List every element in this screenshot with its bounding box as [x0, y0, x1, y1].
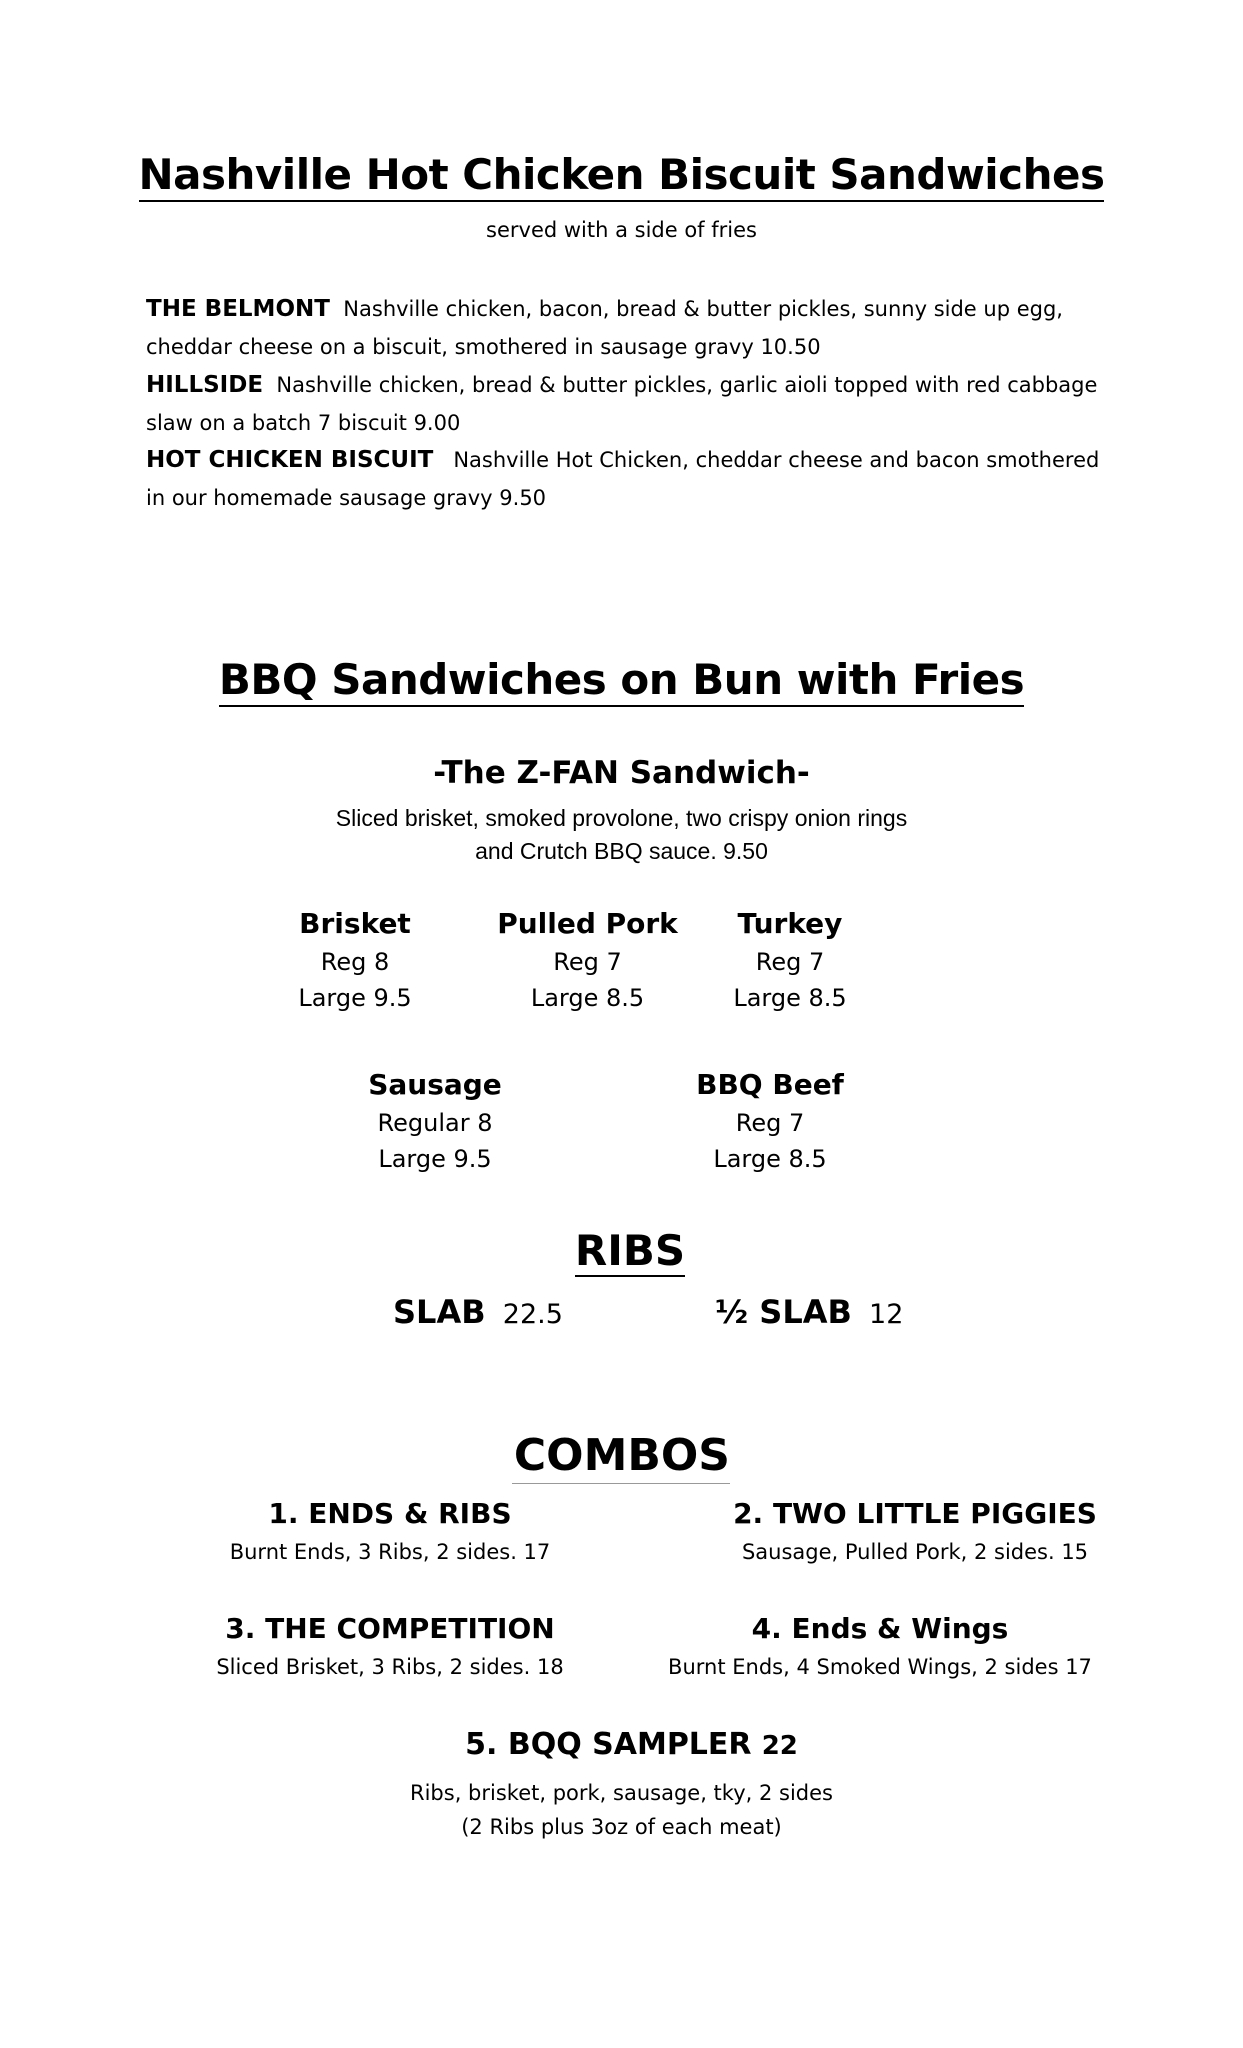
zfan-desc-line1: Sliced brisket, smoked provolone, two crispy onion rings [335, 805, 908, 831]
half-slab-price: 12 [869, 1299, 904, 1330]
meat-large: Large 9.5 [298, 984, 412, 1012]
meat-reg: Reg 7 [735, 1109, 805, 1137]
meat-large: Large 8.5 [530, 984, 645, 1012]
slab-label: SLAB [393, 1293, 486, 1331]
combo-title: 2. TWO LITTLE PIGGIES [733, 1497, 1097, 1530]
sampler-desc-line2: (2 Ribs plus 3oz of each meat) [461, 1815, 782, 1839]
combo-4 [660, 1612, 1100, 1679]
combo-desc: Burnt Ends, 3 Ribs, 2 sides. 17 [229, 1540, 551, 1564]
meat-reg: Regular 8 [377, 1109, 493, 1137]
combo-desc: Burnt Ends, 4 Smoked Wings, 2 sides 17 [668, 1655, 1092, 1679]
menu-item-belmont [146, 290, 1106, 366]
meat-large: Large 8.5 [713, 1145, 827, 1173]
hot-chicken-subtitle: served with a side of fries [486, 218, 757, 242]
meat-reg: Reg 8 [320, 948, 390, 976]
combo-3 [180, 1612, 600, 1679]
menu-item-hillside [146, 366, 1106, 442]
combo-title: 1. ENDS & RIBS [268, 1497, 512, 1530]
meat-sausage [325, 1068, 545, 1173]
item-desc: Nashville Hot Chicken, cheddar cheese and bacon smothered in our homemade sausage gravy 9.50 [146, 448, 1100, 510]
meat-large: Large 9.5 [378, 1145, 492, 1173]
item-desc: Nashville chicken, bread & butter pickles, garlic aioli topped with red cabbage slaw on a batch 7 biscuit 9.00 [146, 373, 1098, 435]
hot-chicken-title: Nashville Hot Chicken Biscuit Sandwiches [0, 150, 1243, 199]
meat-reg: Reg 7 [755, 948, 825, 976]
combo-title: 3. THE COMPETITION [225, 1612, 555, 1645]
combo-desc: Sliced Brisket, 3 Ribs, 2 sides. 18 [216, 1655, 564, 1679]
combo-2 [685, 1497, 1145, 1564]
meat-turkey [685, 907, 895, 1012]
item-name: HOT CHICKEN BISCUIT [146, 447, 434, 473]
ribs-slab [393, 1293, 563, 1331]
combo-title: 4. Ends & Wings [751, 1612, 1009, 1645]
combo-desc: Sausage, Pulled Pork, 2 sides. 15 [741, 1540, 1089, 1564]
combos-title: COMBOS [512, 1430, 730, 1484]
bbq-title: BBQ Sandwiches on Bun with Fries [0, 655, 1243, 704]
meat-name: Sausage [368, 1068, 502, 1101]
meat-bbq-beef [660, 1068, 880, 1173]
meat-reg: Reg 7 [553, 948, 622, 976]
combo-5 [10, 1727, 1243, 1762]
ribs-title: RIBS [574, 1226, 686, 1275]
meat-name: Brisket [299, 907, 411, 940]
sampler-desc-line1: Ribs, brisket, pork, sausage, tky, 2 sides [410, 1781, 833, 1805]
meat-large: Large 8.5 [733, 984, 847, 1012]
slab-price: 22.5 [502, 1299, 563, 1330]
half-slab-label: ½ SLAB [715, 1293, 852, 1331]
meat-name: Pulled Pork [497, 907, 678, 940]
combo-price: 22 [761, 1731, 798, 1761]
item-name: THE BELMONT [146, 296, 330, 322]
ribs-half-slab [715, 1293, 903, 1331]
item-desc: Nashville chicken, bacon, bread & butter pickles, sunny side up egg, cheddar cheese on a biscuit, smothered in sausage gravy 10.50 [146, 297, 1063, 359]
zfan-title: -The Z-FAN Sandwich- [433, 755, 810, 791]
meat-brisket [250, 907, 460, 1012]
item-name: HILLSIDE [146, 372, 264, 398]
meat-name: BBQ Beef [696, 1068, 844, 1101]
combo-title: 5. BQQ SAMPLER [465, 1727, 752, 1762]
zfan-desc-line2: and Crutch BBQ sauce. 9.50 [475, 838, 768, 864]
meat-pulled-pork [480, 907, 695, 1012]
combo-1 [180, 1497, 600, 1564]
meat-name: Turkey [737, 907, 843, 940]
menu-item-hot-chicken-biscuit [146, 441, 1106, 517]
